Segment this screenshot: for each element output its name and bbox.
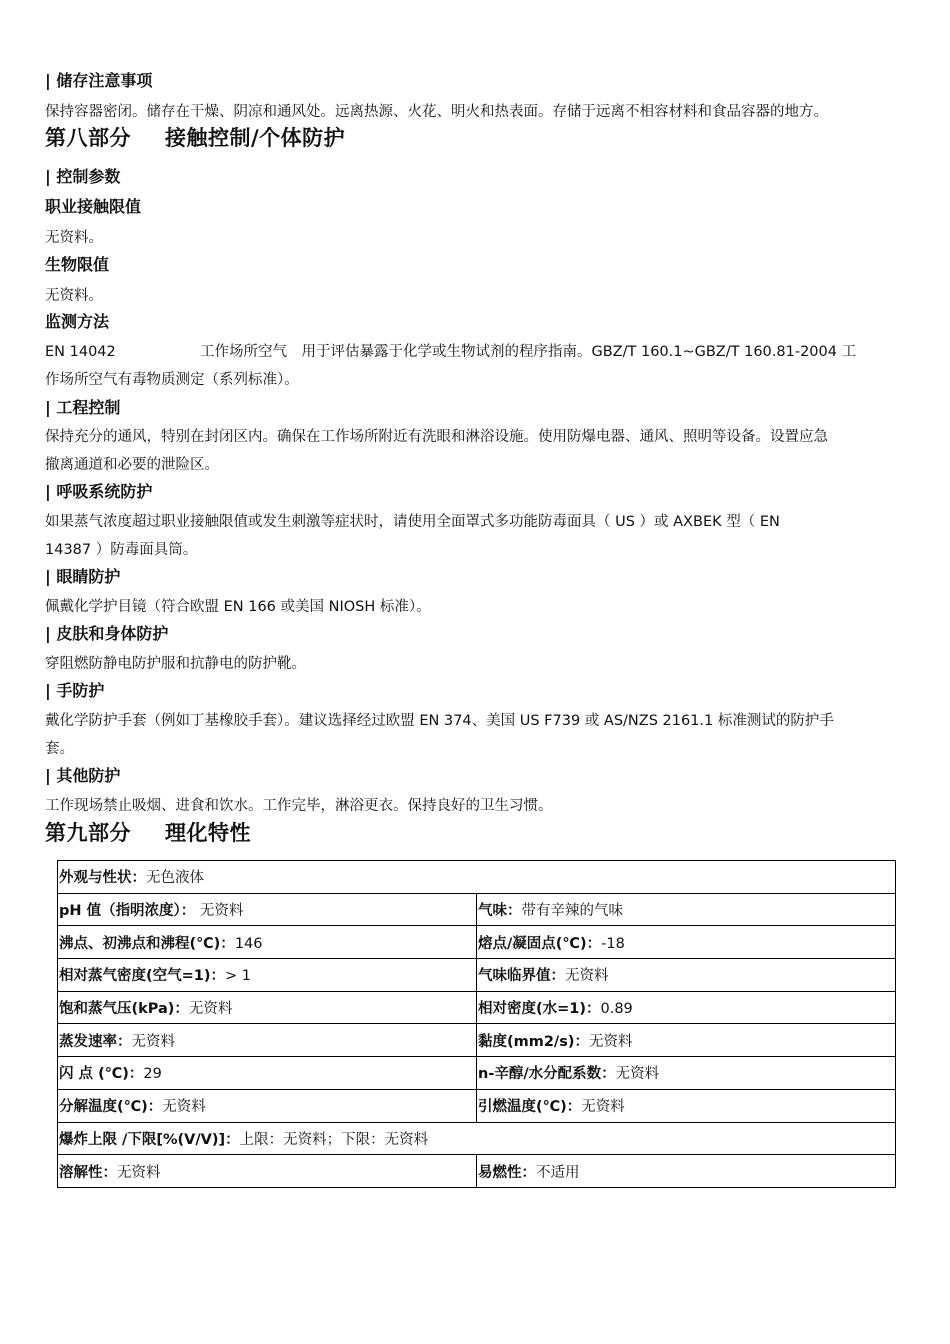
table-row: [58, 1155, 896, 1188]
table-row: [58, 1024, 896, 1057]
respiratory-heading: | 呼吸系统防护: [45, 482, 153, 501]
monitor-desc: 工作场所空气 用于评估暴露于化学或生物试剂的程序指南。GBZ/T 160.1~GBZ/T 160.81-2004 工: [200, 344, 857, 360]
engineering-heading: | 工程控制: [45, 398, 121, 417]
decomposition-cell: [58, 1089, 477, 1122]
engineering-line-2: 撤离通道和必要的泄险区。: [45, 457, 219, 473]
flammability-label: 易燃性：: [478, 1164, 536, 1181]
appearance-cell: [58, 861, 896, 894]
monitor-line-2: 作场所空气有毒物质测定（系列标准）。: [45, 372, 299, 388]
part8-title: 接触控制/个体防护: [165, 126, 346, 150]
table-row: [58, 1057, 896, 1090]
oel-label: 职业接触限值: [45, 197, 142, 216]
viscosity-value: 无资料: [589, 1033, 633, 1050]
viscosity-label: 黏度(mm2/s)：: [478, 1033, 589, 1050]
respiratory-line-1: 如果蒸气浓度超过职业接触限值或发生刺激等症状时，请使用全面罩式多功能防毒面具（ US ）或 AXBEK 型（ EN: [45, 514, 780, 530]
solubility-label: 溶解性：: [59, 1164, 117, 1181]
table-row: [58, 1122, 896, 1155]
table-row: [58, 861, 896, 894]
table-row: [58, 926, 896, 959]
hand-heading: | 手防护: [45, 681, 105, 700]
properties-table: [57, 860, 896, 1188]
respiratory-line-2: 14387 ）防毒面具筒。: [45, 542, 198, 558]
flash-point-cell: [58, 1057, 477, 1090]
part9-title: 理化特性: [165, 821, 251, 845]
melting-label: 熔点/凝固点(℃)：: [478, 935, 602, 952]
flash-point-value: 29: [143, 1066, 162, 1083]
ph-cell: [58, 893, 477, 926]
odor-threshold-value: 无资料: [565, 968, 609, 985]
decomposition-value: 无资料: [162, 1099, 206, 1116]
table-row: [58, 991, 896, 1024]
bio-label: 生物限值: [45, 255, 110, 274]
odor-threshold-cell: [477, 959, 896, 992]
eye-text: 佩戴化学护目镜（符合欧盟 EN 166 或美国 NIOSH 标准）。: [45, 599, 431, 615]
flammability-value: 不适用: [536, 1164, 580, 1181]
explosion-value: 上限：无资料；下限：无资料: [239, 1131, 429, 1148]
part8-number: 第八部分: [45, 126, 131, 150]
boiling-value: 146: [234, 935, 263, 952]
monitor-line-1: [45, 340, 856, 361]
vapor-density-label: 相对蒸气密度(空气=1)：: [59, 968, 225, 985]
boiling-label: 沸点、初沸点和沸程(℃)：: [59, 935, 235, 952]
relative-density-cell: [477, 991, 896, 1024]
partition-value: 无资料: [615, 1066, 660, 1083]
oel-text: 无资料。: [45, 230, 103, 246]
melting-value: -18: [601, 935, 625, 952]
relative-density-value: 0.89: [600, 1001, 633, 1018]
hand-line-1: 戴化学防护手套（例如丁基橡胶手套）。建议选择经过欧盟 EN 374、美国 US F739 或 AS/NZS 2161.1 标准测试的防护手: [45, 713, 834, 729]
monitor-label: 监测方法: [45, 312, 110, 331]
odor-threshold-label: 气味临界值：: [478, 968, 565, 985]
partition-cell: [477, 1057, 896, 1090]
monitor-code: EN 14042: [45, 344, 116, 360]
ph-value: 无资料: [195, 903, 244, 920]
other-text: 工作现场禁止吸烟、进食和饮水。工作完毕，淋浴更衣。保持良好的卫生习惯。: [45, 798, 553, 814]
part8-heading: [45, 122, 345, 152]
decomposition-label: 分解温度(℃)：: [59, 1099, 163, 1116]
appearance-label: 外观与性状：: [59, 870, 146, 887]
evaporation-cell: [58, 1024, 477, 1057]
melting-cell: [477, 926, 896, 959]
storage-text: 保持容器密闭。储存在干燥、阴凉和通风处。远离热源、火花、明火和热表面。存储于远离不相容材料和食品容器的地方。: [45, 104, 828, 120]
part9-heading: [45, 817, 251, 847]
odor-cell: [477, 893, 896, 926]
evaporation-value: 无资料: [131, 1033, 175, 1050]
appearance-value: 无色液体: [146, 870, 204, 887]
vapor-pressure-cell: [58, 991, 477, 1024]
odor-value: 带有辛辣的气味: [521, 903, 623, 920]
solubility-value: 无资料: [117, 1164, 161, 1181]
table-row: [58, 959, 896, 992]
eye-heading: | 眼睛防护: [45, 567, 121, 586]
ignition-label: 引燃温度(℃)：: [478, 1099, 582, 1116]
vapor-density-value: > 1: [225, 968, 251, 985]
vapor-pressure-label: 饱和蒸气压(kPa)：: [59, 1001, 189, 1018]
flammability-cell: [477, 1155, 896, 1188]
evaporation-label: 蒸发速率：: [59, 1033, 132, 1050]
vapor-pressure-value: 无资料: [188, 1001, 233, 1018]
engineering-line-1: 保持充分的通风，特别在封闭区内。确保在工作场所附近有洗眼和淋浴设施。使用防爆电器、通风、照明等设备。设置应急: [45, 429, 828, 445]
bio-text: 无资料。: [45, 288, 103, 304]
control-params-heading: | 控制参数: [45, 167, 121, 186]
table-row: [58, 893, 896, 926]
part9-number: 第九部分: [45, 821, 131, 845]
ignition-cell: [477, 1089, 896, 1122]
solubility-cell: [58, 1155, 477, 1188]
relative-density-label: 相对密度(水=1)：: [478, 1001, 601, 1018]
skin-heading: | 皮肤和身体防护: [45, 624, 169, 643]
storage-heading: | 储存注意事项: [45, 71, 153, 90]
viscosity-cell: [477, 1024, 896, 1057]
vapor-density-cell: [58, 959, 477, 992]
partition-label: n-辛醇/水分配系数：: [478, 1066, 616, 1083]
other-heading: | 其他防护: [45, 766, 121, 785]
ignition-value: 无资料: [581, 1099, 625, 1116]
flash-point-label: 闪 点 (℃)：: [59, 1066, 144, 1083]
hand-line-2: 套。: [45, 741, 74, 757]
boiling-cell: [58, 926, 477, 959]
explosion-label: 爆炸上限 /下限[%(V/V)]：: [59, 1131, 240, 1148]
explosion-cell: [58, 1122, 896, 1155]
skin-text: 穿阻燃防静电防护服和抗静电的防护靴。: [45, 656, 306, 672]
odor-label: 气味：: [478, 903, 522, 920]
table-row: [58, 1089, 896, 1122]
ph-label: pH 值（指明浓度）：: [59, 903, 196, 920]
